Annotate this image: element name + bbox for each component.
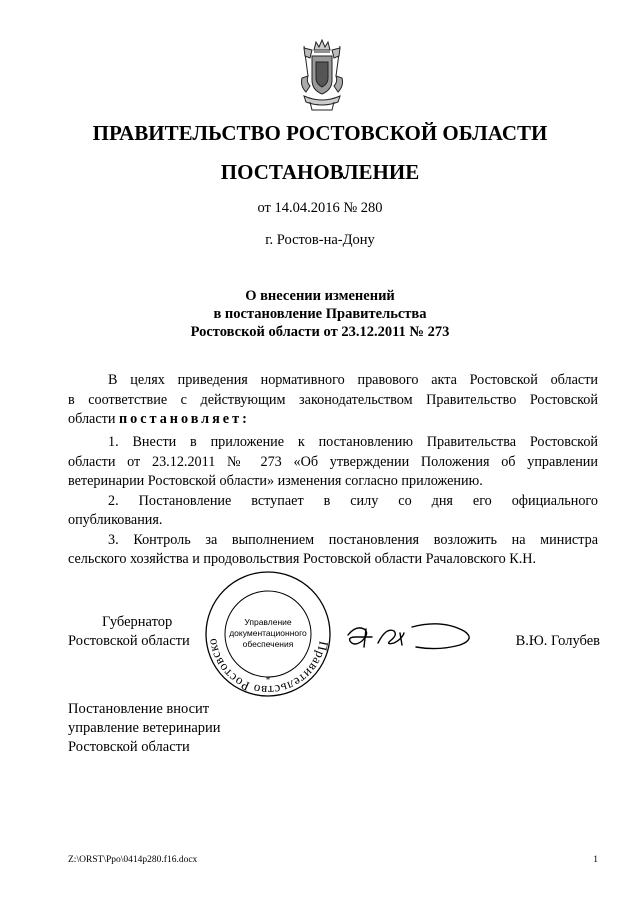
preamble-line: В целях приведения нормативного правового акта Ростовской области — [108, 372, 598, 388]
signatory-position — [68, 613, 198, 651]
introduced-by-line: Постановление вносит — [68, 701, 210, 717]
item-3-line: 3. Контроль за выполнением постановления возложить на министра — [108, 531, 598, 548]
item-2-line: 2. Постановление вступает в силу со дня его официального — [108, 492, 598, 509]
document-type-title: ПОСТАНОВЛЕНИЕ — [220, 160, 420, 184]
preamble-paragraph — [68, 371, 598, 430]
resolution-items — [68, 433, 598, 570]
introduced-by-note — [68, 700, 318, 757]
official-stamp — [203, 569, 333, 699]
page-number: 1 — [593, 855, 598, 865]
signatory-name: В.Ю. Голубев — [515, 633, 600, 649]
star-icon: * — [265, 675, 271, 685]
introduced-by-line: управление ветеринарии — [68, 720, 221, 736]
item-1-line: ветеринарии Ростовской области» изменения согласно приложению. — [68, 473, 483, 489]
preamble-line: области — [68, 411, 116, 427]
subject-line: в постановление Правительства — [213, 306, 427, 322]
stamp-inner-line: Управление — [244, 617, 292, 627]
introduced-by-line: Ростовской области — [68, 739, 190, 755]
subject-line: Ростовской области от 23.12.2011 № 273 — [190, 324, 450, 340]
government-title: ПРАВИТЕЛЬСТВО РОСТОВСКОЙ ОБЛАСТИ — [92, 121, 548, 145]
handwritten-signature — [342, 615, 482, 659]
stamp-inner-line: документационного — [229, 628, 307, 638]
stamp-inner-line: обеспечения — [242, 639, 294, 649]
item-1-line: области от 23.12.2011 № 273 «Об утверждении Положения об управлении — [68, 453, 598, 470]
position-line: Ростовской области — [68, 633, 190, 649]
item-1-line: 1. Внести в приложение к постановлению Правительства Ростовской — [108, 434, 598, 450]
resolves-word: постановляет: — [118, 411, 250, 427]
preamble-line: в соответствие с действующим законодательством Правительство Ростовской — [68, 391, 598, 408]
coat-of-arms-emblem — [296, 36, 348, 112]
subject-line: О внесении изменений — [245, 288, 395, 304]
item-2-line: опубликования. — [68, 512, 163, 528]
file-path: Z:\ORST\Ppo\0414p280.f16.docx — [68, 855, 198, 865]
stamp-ring-text: Правительство Ростовско — [204, 637, 332, 699]
date-and-number: от 14.04.2016 № 280 — [257, 200, 383, 216]
position-line: Губернатор — [102, 614, 173, 630]
item-3-line: сельского хозяйства и продовольствия Ростовской области Рачаловского К.Н. — [68, 551, 537, 567]
city: г. Ростов-на-Дону — [265, 232, 375, 248]
document-subject — [0, 287, 640, 341]
